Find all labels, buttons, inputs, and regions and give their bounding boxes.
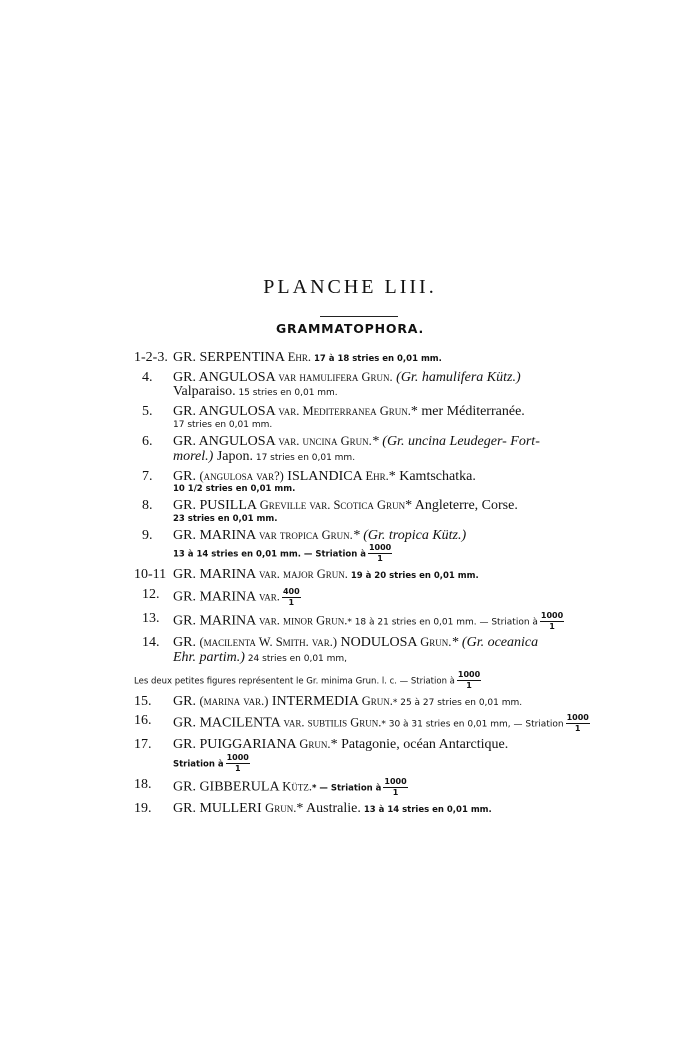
figure-number: 12. [142, 587, 160, 603]
legend-entry-1-2-3: 1-2-3. GR. SERPENTINA Ehr. 17 à 18 stries en 0,01 mm. [134, 350, 442, 365]
figure-number: 10-11 [134, 567, 167, 583]
genus-heading: GRAMMATOPHORA. [275, 321, 425, 336]
figure-number: 14. [142, 635, 160, 651]
legend-entry-15: 15. GR. (marina var.) INTERMEDIA Grun.* 25 à 27 stries en 0,01 mm. [134, 693, 523, 709]
plate-legend [134, 351, 624, 822]
figure-number: 1-2-3. [134, 350, 168, 365]
figure-number: 5. [142, 404, 153, 420]
legend-entry-7: 7. GR. (angulosa var?) ISLANDICA Ehr.* Kamtschatka. 10 1/2 stries en 0,01 mm. [142, 468, 476, 495]
figure-number: 17. [134, 737, 152, 753]
figure-number: 13. [142, 611, 160, 627]
striation-fraction: $\frac{1000}{1}$ [566, 713, 589, 734]
plate-title: PLANCHE LIII. [263, 276, 437, 298]
figure-number: 9. [142, 527, 153, 543]
legend-entry-9: 9. GR. MARINA var tropica Grun.* (Gr. tropica Kütz.) 13 à 14 stries en 0,01 mm. — Striation à $\frac{1000}{1}$ [142, 527, 467, 564]
figure-number: 4. [142, 369, 153, 385]
figure-number: 19. [134, 800, 152, 816]
legend-entry-8: 8. GR. PUSILLA Greville var. Scotica Grun* Angleterre, Corse. 23 stries en 0,01 mm. [142, 498, 518, 524]
legend-entry-16: 16. GR. MACILENTA var. subtilis Grun.* 30 à 31 stries en 0,01 mm, — Striation $\frac{1000}{1}$ [134, 713, 589, 734]
legend-entry-6: 6. GR. ANGULOSA var. uncina Grun.* (Gr. uncina Leudeger- Fort- morel.) Japon. 17 stries en 0,01 mm. [142, 434, 540, 464]
legend-entry-17: 17. GR. PUIGGARIANA Grun.* Patagonie, océan Antarctique. Striation à $\frac{1000}{1}$ [134, 737, 509, 773]
legend-entry-12: 12. GR. MARINA var. $\frac{400}{1}$ [142, 587, 300, 608]
legend-entry-5: 5. GR. ANGULOSA var. Mediterranea Grun.* mer Méditerranée. 17 stries en 0,01 mm. [142, 404, 525, 430]
figure-number: 16. [134, 713, 152, 729]
legend-entry-4: 4. GR. ANGULOSA var hamulifera Grun. (Gr. hamulifera Kütz.) Valparaiso. 15 stries en 0,01 mm. [142, 369, 521, 400]
legend-entry-19: 19. GR. MULLERI Grun.* Australie. 13 à 14 stries en 0,01 mm. [134, 800, 492, 816]
figure-number: 18. [134, 776, 152, 792]
striation-fraction: $\frac{1000}{1}$ [384, 776, 407, 797]
striation-fraction: $\frac{1000}{1}$ [540, 611, 564, 632]
striation-fraction: $\frac{1000}{1}$ [457, 669, 481, 690]
figure-number: 6. [142, 434, 153, 450]
magnification-fraction: $\frac{400}{1}$ [282, 587, 300, 608]
legend-entry-14: 14. GR. (macilenta W. Smith. var.) NODULOSA Grun.* (Gr. oceanica Ehr. partim.) 24 stries en 0,01 mm, Les deux petites figures représentent le Gr. minima Grun. l. c. — Striation à $\frac{1000}{1}$ [134, 635, 539, 690]
legend-entry-18: 18. GR. GIBBERULA Kütz.* — Striation à $\frac{1000}{1}$ [134, 776, 407, 797]
legend-entry-13: 13. GR. MARINA var. minor Grun.* 18 à 21 stries en 0,01 mm. — Striation à $\frac{1000}{1}$ [142, 611, 564, 632]
striation-fraction: $\frac{1000}{1}$ [226, 752, 249, 773]
title-rule [320, 316, 398, 317]
figure-number: 15. [134, 693, 152, 709]
legend-entry-10-11: 10-11 GR. MARINA var. major Grun. 19 à 20 stries en 0,01 mm. [134, 567, 479, 583]
figure-number: 8. [142, 498, 153, 514]
figure-number: 7. [142, 468, 153, 484]
striation-fraction: $\frac{1000}{1}$ [368, 543, 392, 564]
